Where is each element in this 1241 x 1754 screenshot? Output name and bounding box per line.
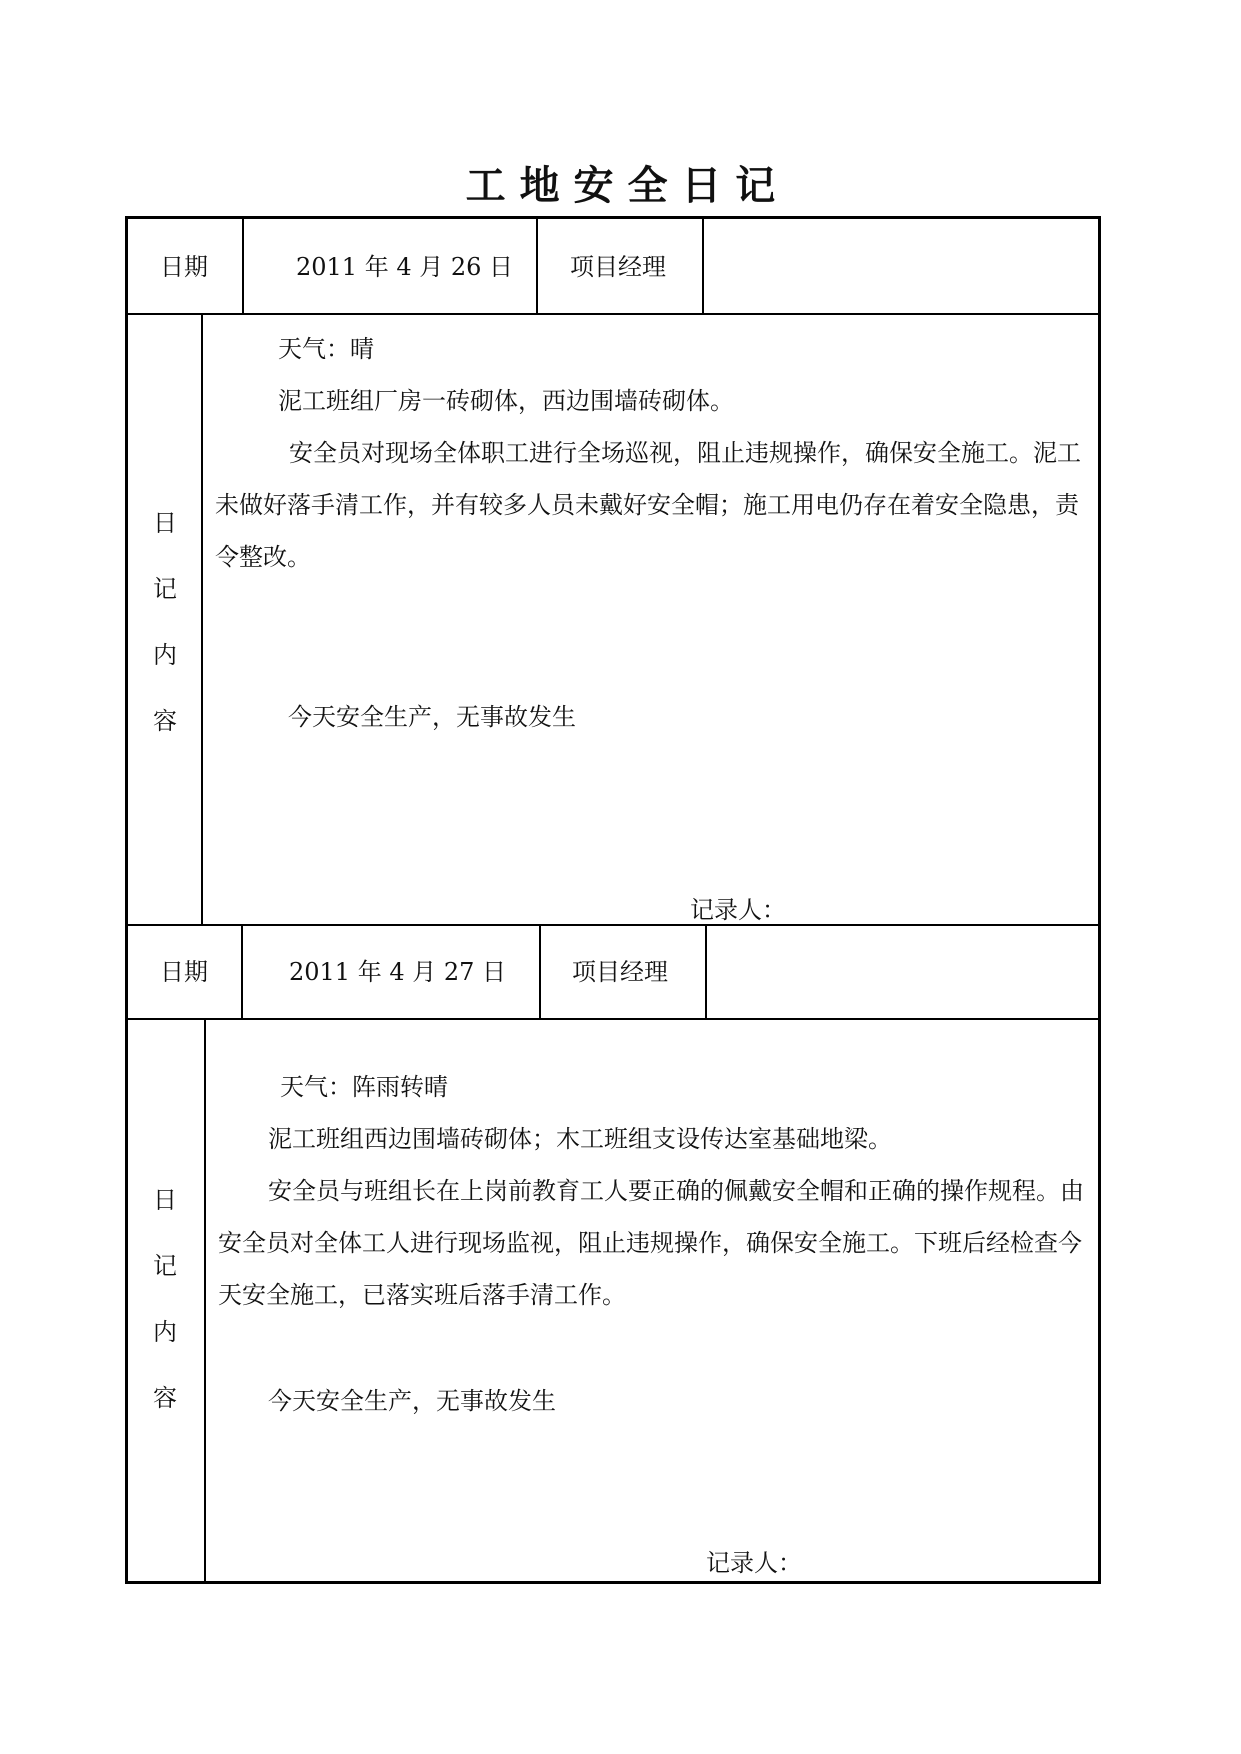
entry-1-conclusion: 今天安全生产，无事故发生 — [288, 703, 576, 731]
entry-1-manager-label: 项目经理 — [570, 253, 666, 281]
entry-2-safety: 安全员与班组长在上岗前教育工人要正确的佩戴安全帽和正确的操作规程。由安全员对全体工人进行现场监视，阻止违规操作，确保安全施工。下班后经检查今天安全施工，已落实班后落手清工作。 — [218, 1177, 1084, 1309]
entry-1-content-label-char: 日 — [153, 509, 177, 537]
entry-1-weather: 天气：晴 — [278, 335, 374, 363]
entry-1-date-divider — [536, 218, 538, 313]
entry-1-work: 泥工班组厂房一砖砌体，西边围墙砖砌体。 — [278, 387, 734, 415]
entry-2-content-label-divider — [204, 1020, 206, 1582]
entry-2-date-value: 2011 年 4 月 27 日 — [289, 958, 507, 986]
entry-2-header-divider — [126, 1018, 1100, 1020]
entry-2-content-label-char: 内 — [153, 1318, 177, 1346]
entry-1-content-label-divider — [201, 315, 203, 924]
entry-1-content-label-char: 记 — [153, 575, 177, 603]
entry-2-work: 泥工班组西边围墙砖砌体；木工班组支设传达室基础地梁。 — [268, 1125, 892, 1153]
entry-1-manager-divider — [702, 218, 704, 313]
entry-1-date-label: 日期 — [160, 253, 208, 281]
entry-2-recorder-label: 记录人： — [706, 1549, 802, 1577]
entry-2-content-label-char: 记 — [153, 1252, 177, 1280]
entry-1-date-value: 2011 年 4 月 26 日 — [296, 253, 514, 281]
entry-2-content-label-char: 容 — [153, 1384, 177, 1412]
safety-diary-form — [125, 216, 1101, 1584]
entry-2-date-label: 日期 — [160, 958, 208, 986]
entry-2-manager-label: 项目经理 — [572, 958, 668, 986]
entry-2-date-label-divider — [241, 926, 243, 1018]
entry-2-conclusion: 今天安全生产，无事故发生 — [268, 1387, 556, 1415]
entry-2-date-divider — [539, 926, 541, 1018]
entry-1-content-label-char: 内 — [153, 641, 177, 669]
entry-1-content-label-char: 容 — [153, 707, 177, 735]
entry-1-safety: 安全员对现场全体职工进行全场巡视，阻止违规操作，确保安全施工。泥工未做好落手清工作，并有较多人员未戴好安全帽；施工用电仍存在着安全隐患，责令整改。 — [215, 439, 1081, 571]
entry-2-manager-divider — [705, 926, 707, 1018]
entry-2-weather: 天气：阵雨转晴 — [280, 1073, 448, 1101]
entry-2-content-label-char: 日 — [153, 1186, 177, 1214]
entry-1-recorder-label: 记录人： — [690, 896, 786, 924]
entry-divider — [126, 924, 1100, 926]
page-title: 工 地 安 全 日 记 — [465, 163, 776, 209]
entry-1-header-divider — [126, 313, 1100, 315]
entry-1-date-label-divider — [242, 218, 244, 313]
